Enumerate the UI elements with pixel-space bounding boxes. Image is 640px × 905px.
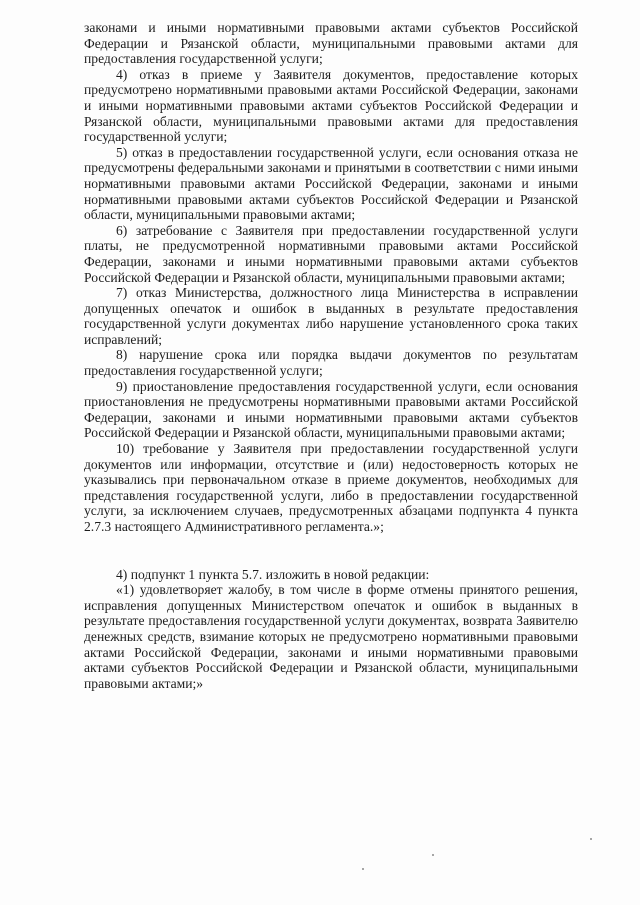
- scan-speck: [362, 868, 364, 870]
- paragraph-item-5: 5) отказ в предоставлении государственной услуги, если основания отказа не предусмотрены федеральными законами и принятыми в соответствии с ними иными нормативными правовыми актами Российской Федерации, законами и иными нормативными правовыми актами субъектов Российской Федерации и Рязанской области, муниципальными правовыми актами;: [84, 144, 578, 223]
- paragraph-item-4: 4) отказ в приеме у Заявителя документов, предоставление которых предусмотрено нормативными правовыми актами Российской Федерации, законами и иными нормативными правовыми актами субъектов Российской Федерации и Рязанской области, муниципальными правовыми актами для предоставления государственной услуги;: [84, 66, 578, 145]
- scan-speck: [432, 854, 434, 856]
- paragraph-amendment-4: 4) подпункт 1 пункта 5.7. изложить в новой редакции:: [116, 566, 430, 582]
- paragraph-gap: [84, 535, 578, 567]
- paragraph-item-7: 7) отказ Министерства, должностного лица Министерства в исправлении допущенных опечаток и ошибок в выданных в результате предоставления государственной услуги документах либо нарушение установленного срока таких исправлений;: [84, 285, 578, 347]
- paragraph-continuation: законами и иными нормативными правовыми актами субъектов Российской Федерации и Рязанской области, муниципальными правовыми актами для предоставления государственной услуги;: [84, 20, 578, 67]
- paragraph-item-10: 10) требование у Заявителя при предоставлении государственной услуги документов или информации, отсутствие и (или) недостоверность которых не указывались при первоначальном отказе в приеме документов, необходимых для представления государственной услуги, либо в предоставлении государственной услуги, за исключением случаев, предусмотренных абзацами подпункта 4 пункта 2.7.3 настоящего Административного регламента.»;: [84, 441, 578, 534]
- paragraph-item-6: 6) затребование с Заявителя при предоставлении государственной услуги платы, не предусмотренной нормативными правовыми актами Российской Федерации, законами и иными нормативными правовыми актами субъектов Российской Федерации и Рязанской области, муниципальными правовыми актами;: [84, 222, 578, 285]
- document-body: [84, 20, 578, 691]
- scan-speck: [590, 838, 592, 840]
- paragraph-item-9: 9) приостановление предоставления государственной услуги, если основания приостановления не предусмотрены нормативными правовыми актами Российской Федерации, законами и иными нормативными правовыми актами субъектов Российской Федерации и Рязанской области, муниципальными правовыми актами;: [84, 378, 578, 441]
- paragraph-quoted-item-1: «1) удовлетворяет жалобу, в том числе в форме отмены принятого решения, исправления допущенных Министерством опечаток и ошибок в выданных в результате предоставления государственной услуги документах, возврата Заявителю денежных средств, взимание которых не предусмотрено нормативными правовыми актами Российской Федерации, законами и иными нормативными правовыми актами субъектов Российской Федерации и Рязанской области, муниципальными правовыми актами;»: [84, 582, 578, 691]
- paragraph-item-8: 8) нарушение срока или порядка выдачи документов по результатам предоставления государственной услуги;: [84, 347, 578, 379]
